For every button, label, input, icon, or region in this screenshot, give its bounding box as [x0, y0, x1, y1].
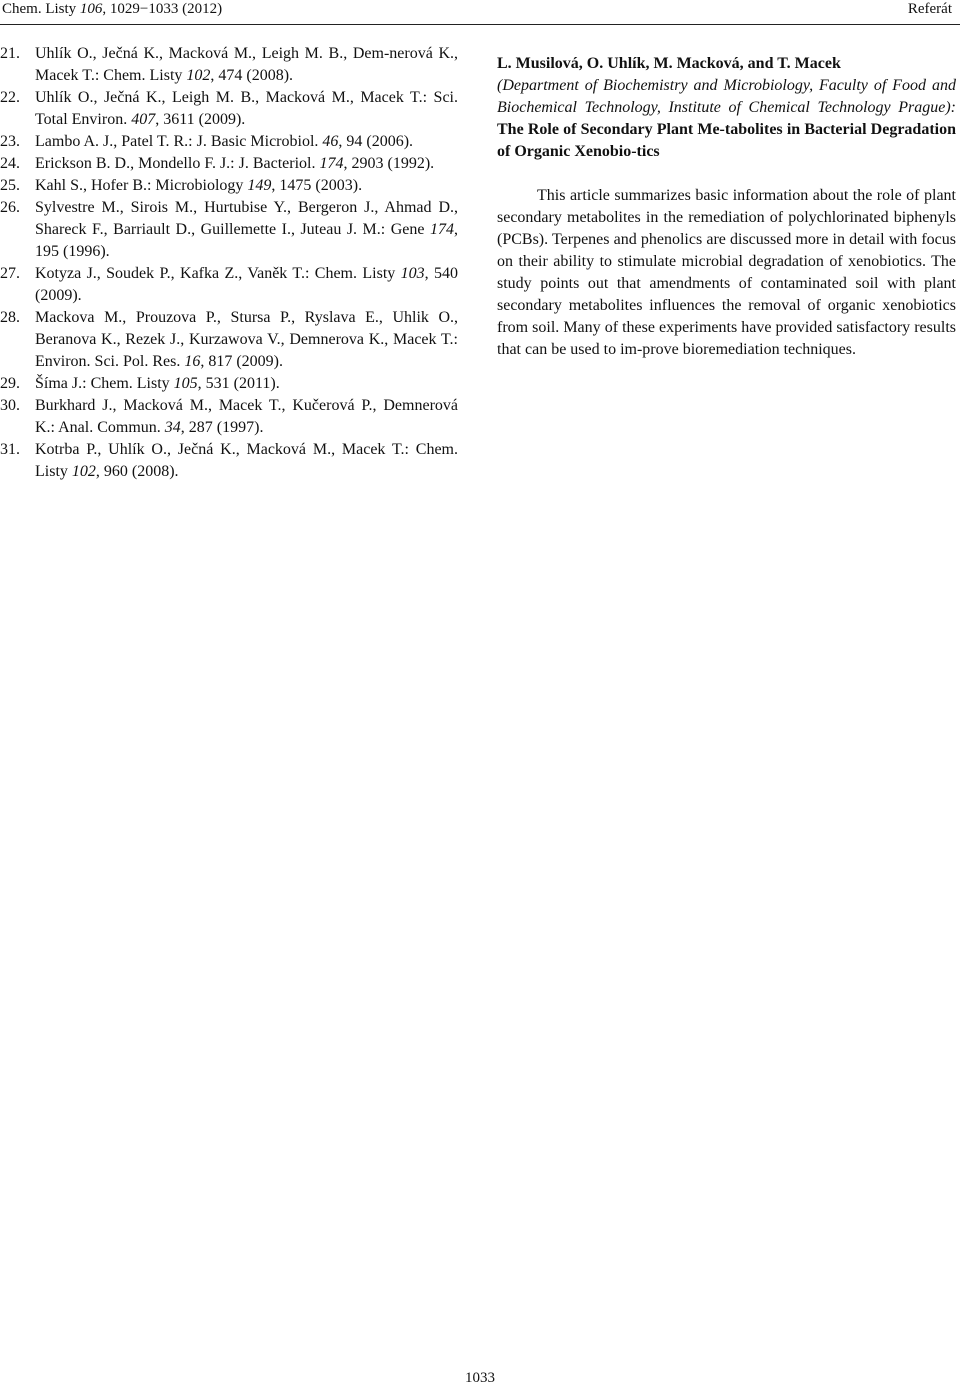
reference-text: Kahl S., Hofer B.: Microbiology — [35, 177, 248, 194]
reference-text: Burkhard J., Macková M., Macek T., Kučerová P., Demnerová K.: Anal. Commun. — [35, 397, 458, 436]
reference-text: , 2903 (1992). — [343, 155, 435, 172]
reference-item — [0, 153, 458, 175]
reference-text: Uhlík O., Ječná K., Leigh M. B., Macková M., Macek T.: Sci. Total Environ. — [35, 89, 458, 128]
reference-number: 26. — [0, 199, 20, 216]
reference-text: Erickson B. D., Mondello F. J.: J. Bacteriol. — [35, 155, 320, 172]
reference-volume: 174 — [319, 155, 344, 172]
reference-text: Sylvestre M., Sirois M., Hurtubise Y., Bergeron J., Ahmad D., Shareck F., Barriault D., Guillemette I., Juteau J. M.: Gene — [35, 199, 458, 238]
reference-number: 23. — [0, 133, 20, 150]
reference-volume: 102 — [71, 463, 96, 480]
reference-text: , 94 (2006). — [338, 133, 414, 150]
journal-volume: 106 — [79, 1, 103, 17]
running-header — [0, 0, 960, 24]
header-divider — [0, 24, 960, 25]
reference-volume: 407 — [131, 111, 156, 128]
reference-item — [0, 439, 458, 483]
reference-text: Mackova M., Prouzova P., Stursa P., Ryslava E., Uhlik O., Beranova K., Rezek J., Kurzawova V., Demnerova K., Macek T.: Environ. Sci. Pol. Res. — [35, 309, 458, 370]
reference-number: 25. — [0, 177, 20, 194]
reference-number: 22. — [0, 89, 20, 106]
reference-text: Kotrba P., Uhlík O., Ječná K., Macková M., Macek T.: Chem. Listy — [35, 441, 458, 480]
reference-number: 29. — [0, 375, 20, 392]
reference-text: , 474 (2008). — [210, 67, 294, 84]
reference-volume: 102 — [186, 67, 211, 84]
reference-volume: 46 — [322, 133, 339, 150]
reference-list — [0, 43, 458, 483]
reference-text: Šíma J.: Chem. Listy — [35, 375, 174, 392]
summary-title: The Role of Secondary Plant Me-tabolites in Bacterial Degradation of Organic Xenobio-tics — [497, 121, 956, 160]
summary-abstract: This article summarizes basic information about the role of plant secondary metabolites in the remediation of polychlorinated biphenyls (PCBs). Terpenes and phenolics are discussed more in detail with focus on their ability to stimulate microbial degradation of xenobiotics. The study points out that amendments of contaminated soil with plant secondary metabolites influences the removal of organic xenobiotics from soil. Many of these experiments have provided satisfactory results that can be used to im-prove bioremediation techniques. — [497, 187, 956, 358]
reference-volume: 105 — [173, 375, 198, 392]
reference-text: Lambo A. J., Patel T. R.: J. Basic Microbiol. — [35, 133, 323, 150]
reference-text: , 960 (2008). — [95, 463, 179, 480]
english-summary — [497, 53, 956, 377]
reference-text: , 531 (2011). — [197, 375, 280, 392]
reference-item — [0, 175, 458, 197]
reference-text: , 3611 (2009). — [155, 111, 246, 128]
reference-text: , 817 (2009). — [200, 353, 283, 370]
reference-number: 30. — [0, 397, 20, 414]
reference-volume: 174 — [430, 221, 454, 238]
section-label: Referát — [907, 1, 952, 17]
reference-item — [0, 197, 458, 263]
reference-text: , 195 (1996). — [35, 221, 458, 260]
reference-item — [0, 131, 458, 153]
reference-volume: 149 — [247, 177, 272, 194]
journal-pages: , 1029−1033 (2012) — [102, 1, 223, 17]
reference-item — [0, 373, 458, 395]
reference-number: 24. — [0, 155, 20, 172]
reference-text: , 1475 (2003). — [271, 177, 363, 194]
journal-prefix: Chem. Listy — [2, 1, 80, 17]
reference-number: 28. — [0, 309, 20, 326]
reference-number: 21. — [0, 45, 20, 62]
summary-authors: L. Musilová, O. Uhlík, M. Macková, and T. Macek — [497, 55, 841, 72]
reference-item — [0, 87, 458, 131]
summary-affiliation: (Department of Biochemistry and Microbiology, Faculty of Food and Biochemical Technology, Institute of Chemical Technology Prague): — [497, 77, 956, 116]
page-number: 1033 — [465, 1370, 495, 1386]
reference-item — [0, 395, 458, 439]
references-column — [0, 43, 458, 483]
reference-number: 27. — [0, 265, 20, 282]
reference-volume: 16 — [184, 353, 201, 370]
reference-text: , 287 (1997). — [180, 419, 264, 436]
summary-heading — [497, 53, 956, 163]
reference-item — [0, 43, 458, 87]
reference-item — [0, 263, 458, 307]
reference-volume: 34 — [164, 419, 181, 436]
reference-number: 31. — [0, 441, 20, 458]
journal-citation — [2, 1, 222, 18]
reference-text: Kotyza J., Soudek P., Kafka Z., Vaněk T.: Chem. Listy — [35, 265, 401, 282]
reference-volume: 103 — [400, 265, 425, 282]
reference-item — [0, 307, 458, 373]
reference-text: Uhlík O., Ječná K., Macková M., Leigh M. B., Dem-nerová K., Macek T.: Chem. Listy — [35, 45, 458, 84]
reference-text: , 540 (2009). — [35, 265, 459, 304]
